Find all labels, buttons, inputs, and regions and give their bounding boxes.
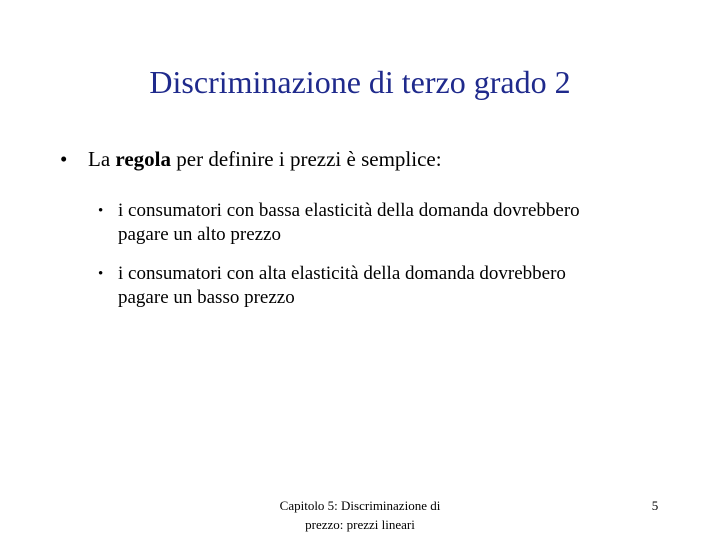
main-bullet-text <box>88 146 442 172</box>
page-number: 5 <box>651 498 659 513</box>
sub-bullet-line: pagare un basso prezzo <box>118 287 295 308</box>
main-bullet-bold: regola <box>115 147 172 171</box>
bullet-marker: • <box>98 203 104 219</box>
slide-title: Discriminazione di terzo grado 2 <box>149 64 571 100</box>
footer-line: Capitolo 5: Discriminazione di <box>279 498 441 513</box>
slide-footer <box>262 496 458 534</box>
sub-bullet-line: pagare un alto prezzo <box>118 224 281 245</box>
sub-bullet-text <box>118 199 678 247</box>
sub-bullet-text <box>118 262 678 310</box>
main-bullet-prefix: La <box>88 147 116 171</box>
footer-line: prezzo: prezzi lineari <box>305 517 415 532</box>
sub-bullet-line: i consumatori con alta elasticità della domanda dovrebbero <box>118 263 566 284</box>
main-bullet-suffix: per definire i prezzi è semplice: <box>171 147 442 171</box>
bullet-marker: • <box>98 266 104 282</box>
bullet-marker: • <box>60 147 68 171</box>
sub-bullet-line: i consumatori con bassa elasticità della domanda dovrebbero <box>118 200 580 221</box>
